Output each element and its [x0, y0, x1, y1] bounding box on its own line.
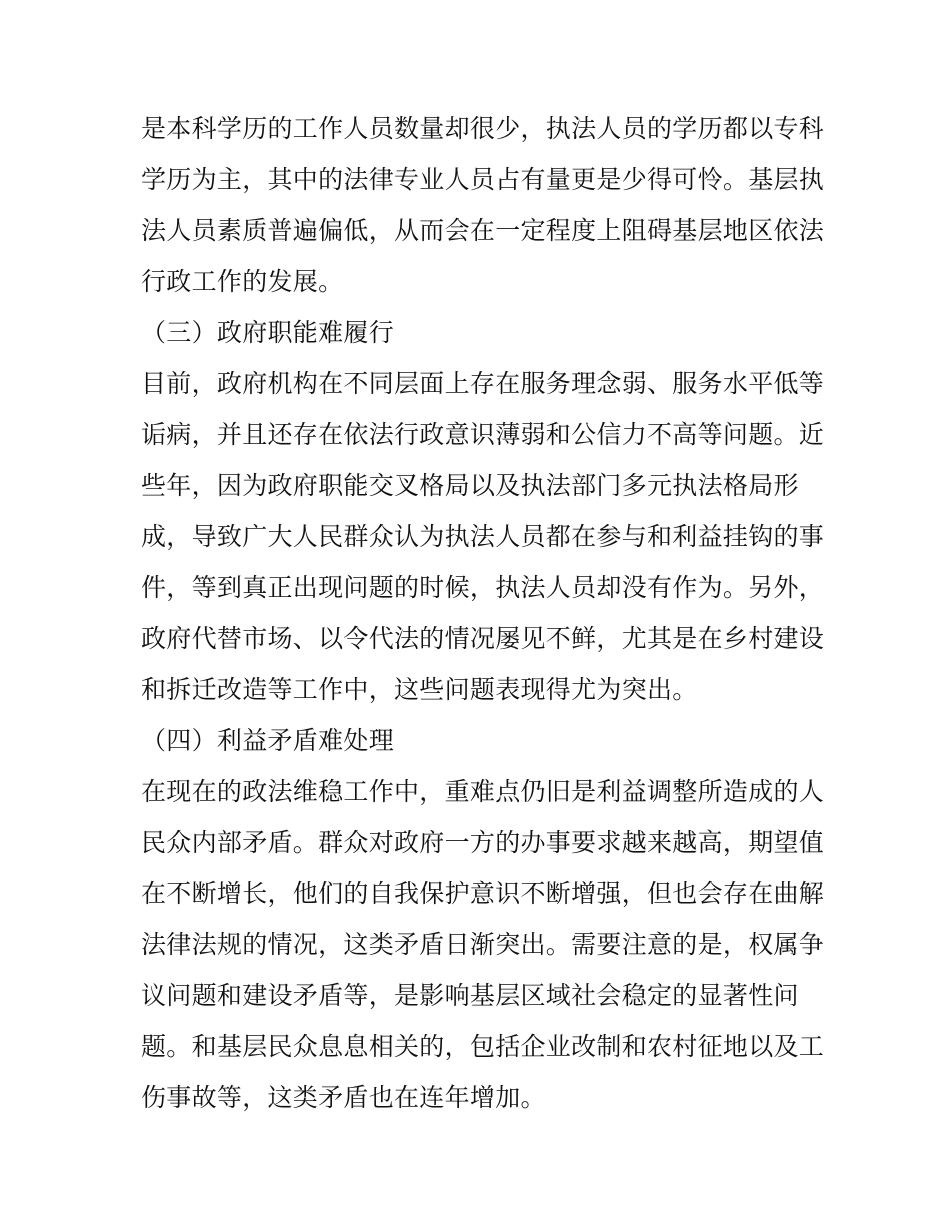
- paragraph-line: 行政工作的发展。: [141, 267, 344, 296]
- paragraph-line: 目前，政府机构在不同层面上存在服务理念弱、服务水平低等: [141, 369, 825, 398]
- paragraph-line: 议问题和建设矛盾等，是影响基层区域社会稳定的显著性问: [141, 981, 799, 1010]
- section-heading: （三）政府职能难履行: [141, 318, 395, 347]
- paragraph-line: 在现在的政法维稳工作中，重难点仍旧是利益调整所造成的人: [141, 777, 825, 806]
- paragraph-line: 成，导致广大人民群众认为执法人员都在参与和利益挂钩的事: [141, 522, 825, 551]
- paragraph-line: 诟病，并且还存在依法行政意识薄弱和公信力不高等问题。近: [141, 420, 825, 449]
- paragraph-line: 民众内部矛盾。群众对政府一方的办事要求越来越高，期望值: [141, 828, 825, 857]
- section-heading: （四）利益矛盾难处理: [141, 726, 395, 755]
- paragraph-line: 题。和基层民众息息相关的，包括企业改制和农村征地以及工: [141, 1032, 825, 1061]
- paragraph-line: 法律法规的情况，这类矛盾日渐突出。需要注意的是，权属争: [141, 930, 825, 959]
- paragraph-line: 学历为主，其中的法律专业人员占有量更是少得可怜。基层执: [141, 165, 825, 194]
- paragraph-line: 在不断增长，他们的自我保护意识不断增强，但也会存在曲解: [141, 879, 825, 908]
- paragraph-line: 和拆迁改造等工作中，这些问题表现得尤为突出。: [141, 675, 698, 704]
- paragraph-line: 伤事故等，这类矛盾也在连年增加。: [141, 1083, 546, 1112]
- paragraph-line: 法人员素质普遍偏低，从而会在一定程度上阻碍基层地区依法: [141, 216, 825, 245]
- paragraph-line: 件，等到真正出现问题的时候，执法人员却没有作为。另外，: [141, 573, 825, 602]
- paragraph-line: 些年，因为政府职能交叉格局以及执法部门多元执法格局形: [141, 471, 799, 500]
- paragraph-line: 是本科学历的工作人员数量却很少，执法人员的学历都以专科: [141, 114, 825, 143]
- paragraph-line: 政府代替市场、以令代法的情况屡见不鲜，尤其是在乡村建设: [141, 624, 825, 653]
